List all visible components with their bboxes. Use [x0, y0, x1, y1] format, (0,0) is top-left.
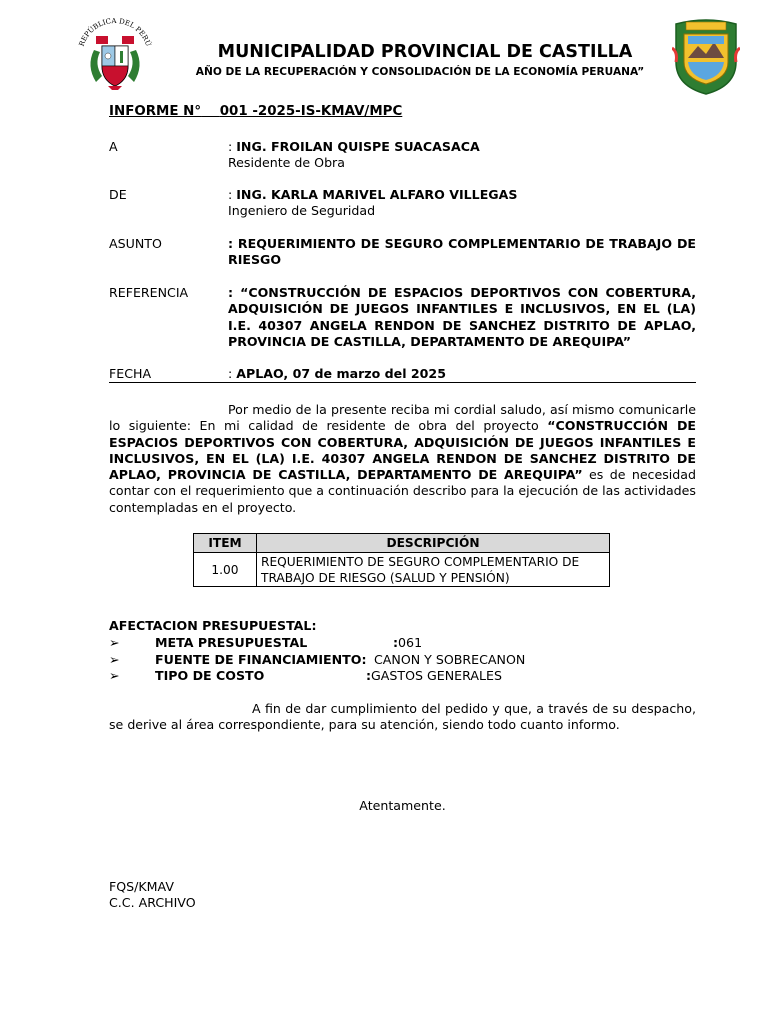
recipient-role: Residente de Obra: [228, 155, 345, 171]
municipality-title: MUNICIPALIDAD PROVINCIAL DE CASTILLA: [217, 42, 633, 62]
closing-text: A fin de dar cumplimiento del pedido y que, a través de su despacho, se derive al área correspondiente, para su atención, siendo todo cuanto informo.: [109, 701, 696, 733]
budget-section-title: AFECTACION PRESUPUESTAL:: [109, 618, 317, 633]
year-motto: AÑO DE LA RECUPERACIÓN Y CONSOLIDACIÓN DE LA ECONOMÍA PERUANA”: [195, 66, 645, 78]
initials: FQS/KMAV: [109, 879, 174, 894]
bullet-arrow-icon: ➢: [109, 652, 120, 667]
closing-paragraph: [109, 701, 696, 734]
body-paragraph: [109, 402, 696, 516]
body-ending: es de necesidad contar con el requerimiento que a continuación describo para la ejecución de las actividades contempladas en el proyecto.: [109, 467, 696, 515]
carbon-copy: C.C. ARCHIVO: [109, 895, 196, 910]
field-value-a: : ING. FROILAN QUISPE SUACASACA Residente de Obra: [228, 139, 480, 171]
requirement-table: [193, 533, 610, 587]
salutation: Atentamente.: [359, 798, 446, 813]
budget-item-label: META PRESUPUESTAL: [155, 635, 308, 650]
bullet-arrow-icon: ➢: [109, 635, 120, 650]
field-value-referencia: : “CONSTRUCCIÓN DE ESPACIOS DEPORTIVOS CON COBERTURA, ADQUISICIÓN DE JUEGOS INFANTILES E INCLUSIVOS, EN EL (LA) I.E. 40307 ANGELA RENDON DE SANCHEZ DISTRITO DE APLAO, PROVINCIA DE CASTILLA, DEPARTAMENTO DE AREQUIPA”: [228, 285, 696, 349]
table-header-row: [194, 534, 610, 553]
field-value-de: : ING. KARLA MARIVEL ALFARO VILLEGAS Ingeniero de Seguridad: [228, 187, 518, 219]
table-row: [194, 553, 610, 587]
report-number: [109, 104, 402, 119]
subject-text: REQUERIMIENTO DE SEGURO COMPLEMENTARIO DE TRABAJO DE RIESGO: [228, 236, 696, 268]
sender-name: ING. KARLA MARIVEL ALFARO VILLEGAS: [236, 187, 518, 202]
budget-item-colon: : 061: [393, 635, 423, 650]
field-label-de: DE: [109, 187, 127, 202]
recipient-name: ING. FROILAN QUISPE SUACASACA: [236, 139, 480, 154]
sender-role: Ingeniero de Seguridad: [228, 203, 376, 219]
budget-item-label: FUENTE DE FINANCIAMIENTO:: [155, 652, 367, 667]
field-label-fecha: FECHA: [109, 366, 152, 381]
field-label-a: A: [109, 139, 118, 154]
budget-item-value: 061: [398, 635, 423, 650]
project-name: “CONSTRUCCIÓN DE ESPACIOS DEPORTIVOS CON COBERTURA, ADQUISICIÓN DE JUEGOS INFANTILES E INCLUSIVOS, EN EL (LA) I.E. 40307 ANGELA RENDON DE SANCHEZ DISTRITO DE APLAO, PROVINCIA DE CASTILLA, DEPARTAMENTO DE AREQUIPA”: [109, 418, 696, 483]
svg-text:REPÚBLICA DEL PERÚ: REPÚBLICA DEL PERÚ: [77, 16, 153, 48]
field-label-referencia: REFERENCIA: [109, 285, 189, 300]
report-number-value: 001 -2025-IS-KMAV/MPC: [219, 104, 403, 119]
cell-descripcion: REQUERIMIENTO DE SEGURO COMPLEMENTARIO DE TRABAJO DE RIESGO (SALUD Y PENSIÓN): [257, 553, 610, 587]
bullet-arrow-icon: ➢: [109, 668, 120, 683]
budget-item-value: CANON Y SOBRECANON: [374, 652, 526, 667]
body-intro: Por medio de la presente reciba mi cordial saludo, así mismo comunicarle lo siguiente: En mi calidad de residente de obra del proyecto: [109, 402, 696, 434]
column-header-descripcion: DESCRIPCIÓN: [257, 534, 610, 553]
date-text: APLAO, 07 de marzo del 2025: [236, 366, 446, 381]
budget-item-colon: : GASTOS GENERALES: [366, 668, 502, 683]
field-label-asunto: ASUNTO: [109, 236, 162, 251]
budget-item-label: TIPO DE COSTO: [155, 668, 265, 683]
field-value-asunto: : REQUERIMIENTO DE SEGURO COMPLEMENTARIO DE TRABAJO DE RIESGO: [228, 236, 696, 268]
report-number-label: INFORME N°: [109, 104, 202, 119]
peru-seal-logo: [72, 16, 158, 92]
header-divider: [109, 382, 696, 383]
cell-item: 1.00: [194, 553, 257, 587]
budget-item-value: GASTOS GENERALES: [371, 668, 502, 683]
reference-text: “CONSTRUCCIÓN DE ESPACIOS DEPORTIVOS CON COBERTURA, ADQUISICIÓN DE JUEGOS INFANTILES E INCLUSIVOS, EN EL (LA) I.E. 40307 ANGELA RENDON DE SANCHEZ DISTRITO DE APLAO, PROVINCIA DE CASTILLA, DEPARTAMENTO DE AREQUIPA”: [228, 285, 696, 349]
column-header-item: ITEM: [194, 534, 257, 553]
field-value-fecha: : APLAO, 07 de marzo del 2025: [228, 366, 446, 381]
